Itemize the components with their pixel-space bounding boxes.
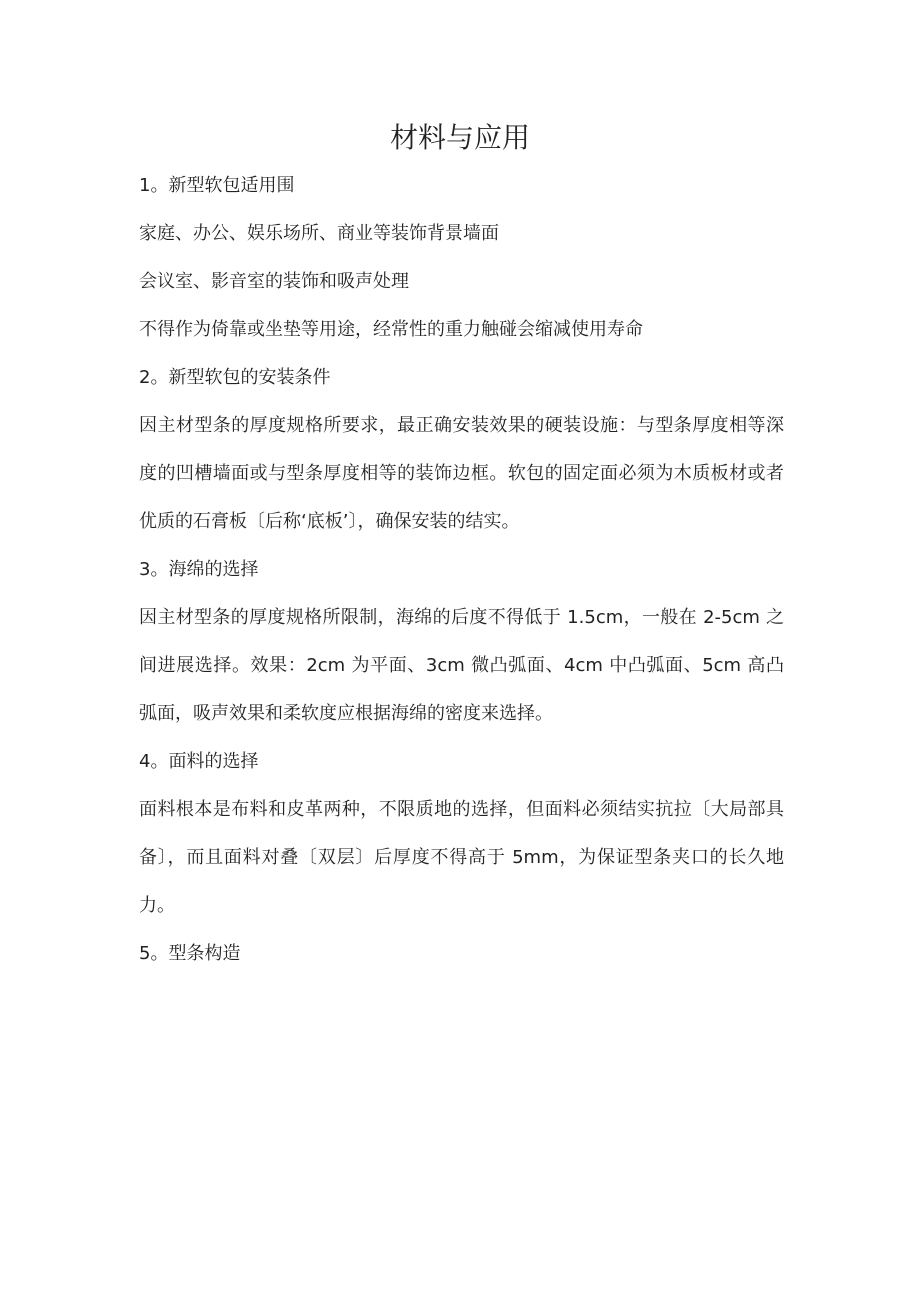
document-title: 材料与应用: [389, 121, 530, 154]
paragraph: 会议室、影音室的装饰和吸声处理: [139, 271, 409, 292]
paragraph: 因主材型条的厚度规格所限制，海绵的后度不得低于 1.5cm，一般在 2-5cm 之间进展选择。效果：2cm 为平面、3cm 微凸弧面、4cm 中凸弧面、5cm 高凸弧面，吸声效果和柔软度应根据海绵的密度来选择。: [139, 607, 784, 724]
section-heading-4: 4。面料的选择: [139, 751, 259, 772]
section-heading-1: 1。新型软包适用围: [139, 175, 295, 196]
document-body: [139, 162, 784, 978]
section-heading-5: 5。型条构造: [139, 943, 241, 964]
paragraph: 面料根本是布料和皮革两种，不限质地的选择，但面料必须结实抗拉〔大局部具备〕，而且面料对叠〔双层〕后厚度不得高于 5mm，为保证型条夹口的长久地力。: [139, 799, 784, 916]
paragraph: 家庭、办公、娱乐场所、商业等装饰背景墙面: [139, 223, 499, 244]
section-heading-2: 2。新型软包的安装条件: [139, 367, 331, 388]
paragraph: 不得作为倚靠或坐垫等用途，经常性的重力触碰会缩减使用寿命: [139, 319, 643, 340]
section-heading-3: 3。海绵的选择: [139, 559, 259, 580]
paragraph: 因主材型条的厚度规格所要求，最正确安装效果的硬装设施：与型条厚度相等深度的凹槽墙面或与型条厚度相等的装饰边框。软包的固定面必须为木质板材或者优质的石膏板〔后称‘底板’〕，确保安装的结实。: [139, 415, 784, 532]
